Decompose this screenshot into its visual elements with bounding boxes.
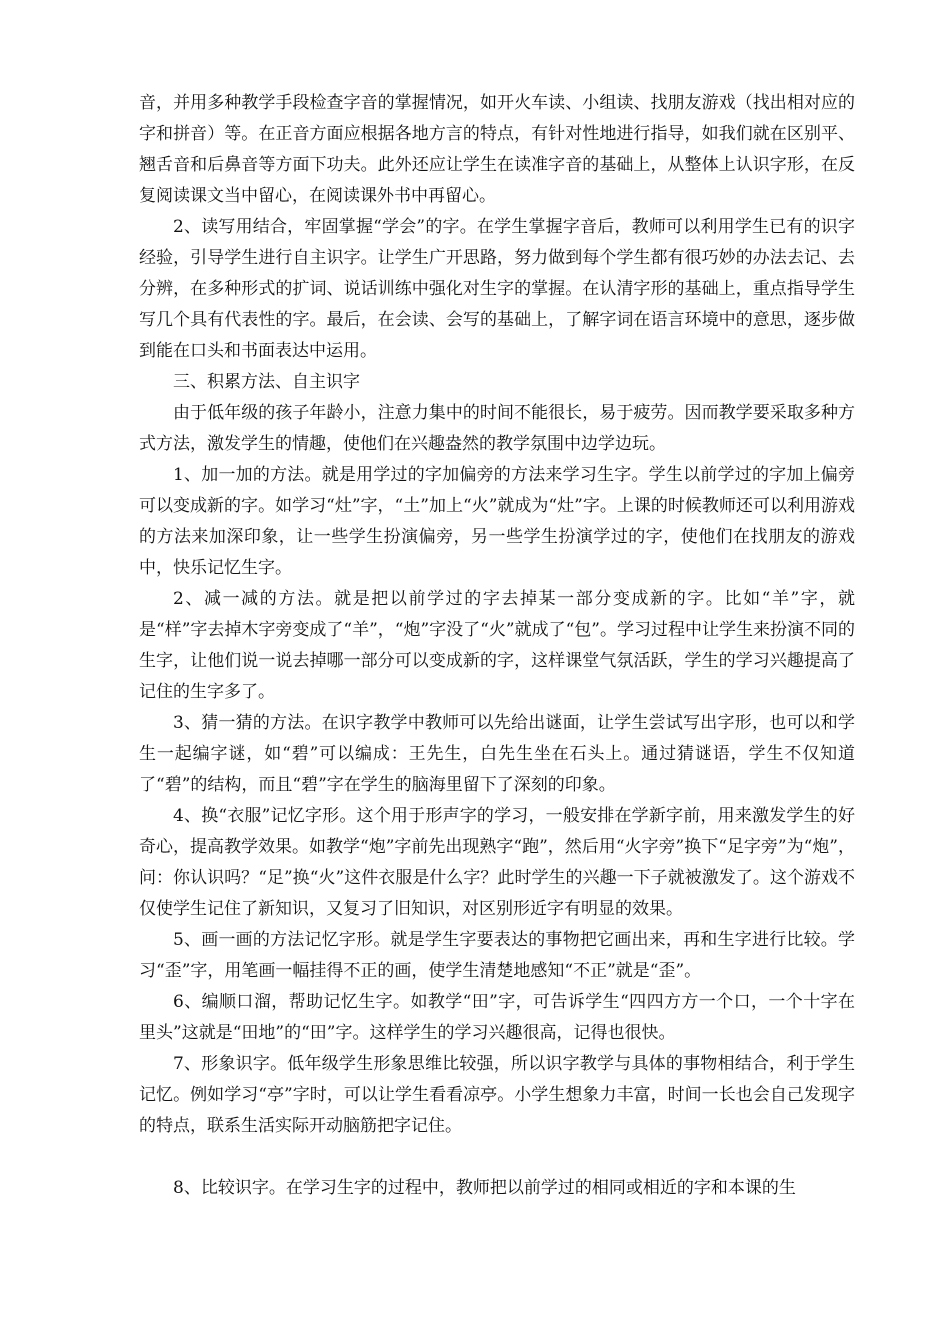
- blank-line: [139, 1142, 855, 1173]
- paragraph-intro-methods: 由于低年级的孩子年龄小，注意力集中的时间不能很长，易于疲劳。因而教学要采取多种方式方法，激发学生的情趣，使他们在兴趣盎然的教学氛围中边学边玩。: [139, 403, 855, 454]
- document-body: [139, 88, 855, 1204]
- paragraph-method-add: 1、加一加的方法。就是用学过的字加偏旁的方法来学习生字。学生以前学过的字加上偏旁可以变成新的字。如学习“灶”字，“土”加上“火”就成为“灶”字。上课的时候教师还可以利用游戏的方法来加深印象，让一些学生扮演偏旁，另一些学生扮演学过的字，使他们在找朋友的游戏中，快乐记忆生字。: [139, 465, 855, 578]
- paragraph-method-draw: 5、画一画的方法记忆字形。就是学生字要表达的事物把它画出来，再和生字进行比较。学习“歪”字，用笔画一幅挂得不正的画，使学生清楚地感知“不正”就是“歪”。: [139, 930, 855, 981]
- paragraph-method-change-clothes: 4、换“衣服”记忆字形。这个用于形声字的学习，一般安排在学新字前，用来激发学生的好奇心，提高教学效果。如教学“炮”字前先出现熟字“跑”，然后用“火字旁”换下“足字旁”为“炮”，问：你认识吗？“足”换“火”这件衣服是什么字？此时学生的兴趣一下子就被激发了。这个游戏不仅使学生记住了新知识，又复习了旧知识，对区别形近字有明显的效果。: [139, 806, 855, 919]
- paragraph-method-image: 7、形象识字。低年级学生形象思维比较强，所以识字教学与具体的事物相结合，利于学生记忆。例如学习“亭”字时，可以让学生看看凉亭。小学生想象力丰富，时间一长也会自己发现字的特点，联系生活实际开动脑筋把字记住。: [139, 1054, 855, 1136]
- paragraph-read-write-combine: 2、读写用结合，牢固掌握“学会”的字。在学生掌握字音后，教师可以利用学生已有的识字经验，引导学生进行自主识字。让学生广开思路，努力做到每个学生都有很巧妙的办法去记、去分辨，在多种形式的扩词、说话训练中强化对生字的掌握。在认清字形的基础上，重点指导学生写几个具有代表性的字。最后，在会读、会写的基础上，了解字词在语言环境中的意思，逐步做到能在口头和书面表达中运用。: [139, 217, 855, 361]
- paragraph-method-rhyme: 6、编顺口溜，帮助记忆生字。如教学“田”字，可告诉学生“四四方方一个口，一个十字在里头”这就是“田地”的“田”字。这样学生的学习兴趣很高，记得也很快。: [139, 992, 855, 1043]
- section-heading-methods: 三、积累方法、自主识字: [173, 372, 360, 392]
- paragraph-method-compare: 8、比较识字。在学习生字的过程中，教师把以前学过的相同或相近的字和本课的生: [173, 1178, 796, 1198]
- paragraph-method-guess: 3、猜一猜的方法。在识字教学中教师可以先给出谜面，让学生尝试写出字形，也可以和学生一起编字谜，如“碧”可以编成：王先生，白先生坐在石头上。通过猜谜语，学生不仅知道了“碧”的结构，而且“碧”字在学生的脑海里留下了深刻的印象。: [139, 713, 855, 795]
- paragraph-continued: 音，并用多种教学手段检查字音的掌握情况，如开火车读、小组读、找朋友游戏（找出相对应的字和拼音）等。在正音方面应根据各地方言的特点，有针对性地进行指导，如我们就在区别平、翘舌音和后鼻音等方面下功夫。此外还应让学生在读准字音的基础上，从整体上认识字形，在反复阅读课文当中留心，在阅读课外书中再留心。: [139, 93, 855, 206]
- paragraph-method-subtract: 2、减一减的方法。就是把以前学过的字去掉某一部分变成新的字。比如“羊”字，就是“样”字去掉木字旁变成了“羊”，“炮”字没了“火”就成了“包”。学习过程中让学生来扮演不同的生字，让他们说一说去掉哪一部分可以变成新的字，这样课堂气氛活跃，学生的学习兴趣提高了记住的生字多了。: [139, 589, 855, 702]
